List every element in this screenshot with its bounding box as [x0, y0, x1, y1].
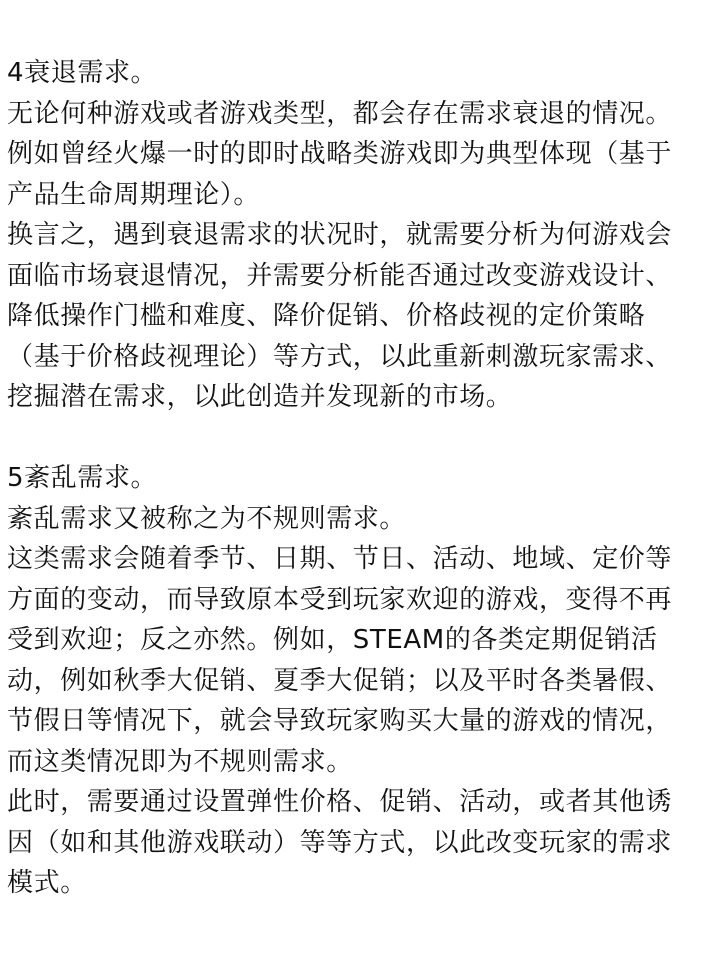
paragraph-line: 节假日等情况下，就会导致玩家购买大量的游戏的情况， [7, 706, 673, 736]
paragraph-line: 受到欢迎；反之亦然。例如，STEAM的各类定期促销活 [7, 625, 658, 655]
paragraph-line: 动，例如秋季大促销、夏季大促销；以及平时各类暑假、 [7, 665, 673, 696]
paragraph-line: 无论何种游戏或者游戏类型，都会存在需求衰退的情况。 [7, 98, 673, 129]
paragraph-line: 方面的变动，而导致原本受到玩家欢迎的游戏，变得不再 [7, 584, 673, 615]
paragraph-line: 产品生命周期理论）。 [7, 179, 261, 210]
section-spacer [7, 418, 715, 459]
paragraph-line: 例如曾经火爆一时的即时战略类游戏即为典型体现（基于 [7, 139, 673, 169]
paragraph-line: 紊乱需求又被称之为不规则需求。 [7, 503, 407, 534]
section-heading: 4衰退需求。 [7, 58, 158, 88]
paragraph-line: 这类需求会随着季节、日期、节日、活动、地域、定价等 [7, 544, 673, 574]
paragraph-line: 面临市场衰退情况，并需要分析能否通过改变游戏设计、 [7, 260, 673, 291]
paragraph-line: 挖掘潜在需求，以此创造并发现新的市场。 [7, 382, 513, 412]
section-heading: 5紊乱需求。 [7, 463, 158, 493]
paragraph-line: 换言之，遇到衰退需求的状况时，就需要分析为何游戏会 [7, 220, 673, 250]
paragraph-line: 模式。 [7, 868, 87, 898]
paragraph-line: （基于价格歧视理论）等方式，以此重新刺激玩家需求、 [7, 341, 673, 372]
paragraph-line: 降低操作门槛和难度、降价促销、价格歧视的定价策略 [7, 301, 646, 331]
paragraph-line: 因（如和其他游戏联动）等等方式，以此改变玩家的需求 [7, 827, 673, 858]
document-body [7, 53, 715, 904]
paragraph-line: 而这类情况即为不规则需求。 [7, 746, 353, 777]
paragraph-line: 此时，需要通过设置弹性价格、促销、活动，或者其他诱 [7, 787, 673, 817]
